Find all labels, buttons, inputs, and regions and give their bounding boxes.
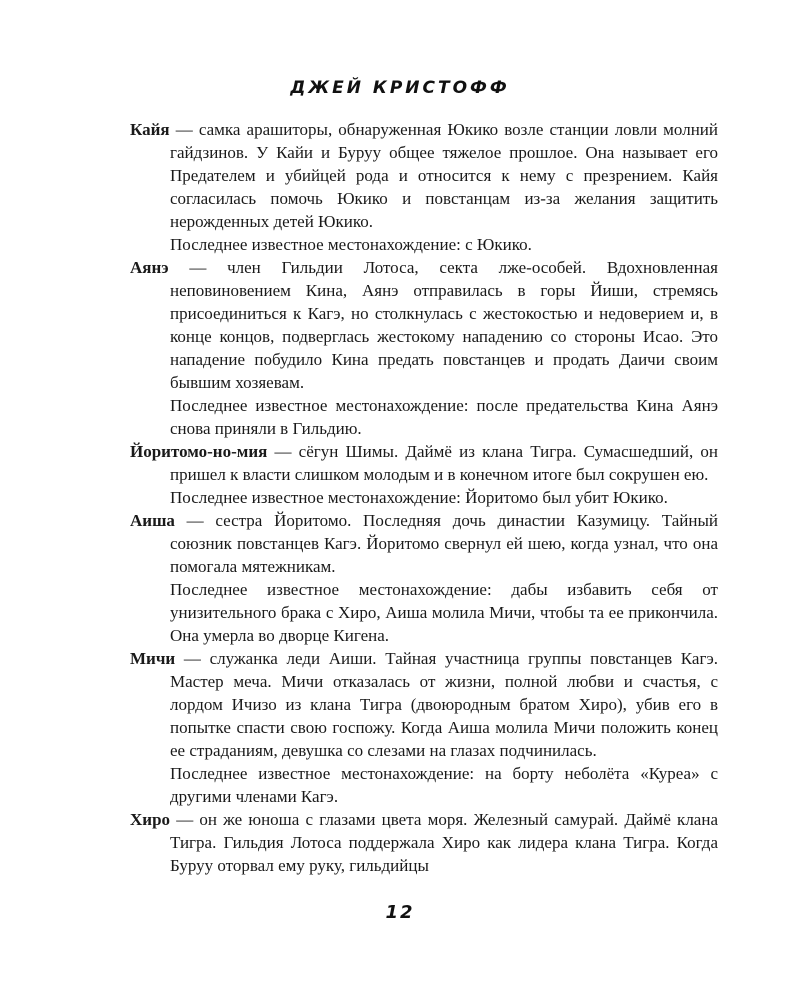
entry-term: Кайя (130, 120, 170, 139)
glossary-entry (130, 647, 718, 808)
entry-location: Последнее известное местонахождение: после предательства Кина Аянэ снова приняли в Гильдию. (170, 396, 718, 438)
entry-description: — сёгун Шимы. Даймё из клана Тигра. Сумасшедший, он пришел к власти слишком молодым и в конечном итоге был сокрушен ею. (170, 442, 718, 484)
glossary-entry (130, 440, 718, 509)
entry-term: Хиро (130, 810, 171, 829)
entry-location: Последнее известное местонахождение: дабы избавить себя от унизительного брака с Хиро, Аиша молила Мичи, чтобы та ее прикончила. Она умерла во дворце Кигена. (170, 580, 718, 645)
entry-location: Последнее известное местонахождение: Йоритомо был убит Юкико. (170, 488, 668, 507)
glossary-entry (130, 256, 718, 440)
running-head-author: ДЖЕЙ КРИСТОФФ (290, 78, 510, 98)
entry-term: Аиша (130, 511, 175, 530)
page-number: 12 (385, 902, 415, 923)
entry-term: Мичи (130, 649, 176, 668)
entry-term: Аянэ (130, 258, 169, 277)
entry-description: — член Гильдии Лотоса, секта лже-особей. Вдохновленная неповиновением Кина, Аянэ отправилась в горы Йиши, стремясь присоединиться к Кагэ, но столкнулась с жестокостью и недоверием и, в конце концов, подверглась жестокому нападению со стороны Исао. Это нападение побудило Кина предать повстанцев и продать Даичи своим бывшим хозяевам. (168, 258, 718, 392)
entry-location: Последнее известное местонахождение: на борту неболёта «Куреа» с другими членами Кагэ. (170, 764, 718, 806)
glossary-entry (130, 509, 718, 647)
glossary-entry (130, 808, 718, 877)
entry-term: Йоритомо-но-мия (130, 442, 268, 461)
entry-location: Последнее известное местонахождение: с Юкико. (170, 235, 532, 254)
entry-description: — он же юноша с глазами цвета моря. Железный самурай. Даймё клана Тигра. Гильдия Лотоса поддержала Хиро как лидера клана Тигра. Когда Буруу оторвал ему руку, гильдийцы (170, 810, 718, 875)
entry-description: — самка арашиторы, обнаруженная Юкико возле станции ловли молний гайдзинов. У Кайи и Буруу общее тяжелое прошлое. Она называет его Предателем и убийцей рода и относится к нему с презрением. Кайя согласилась помочь Юкико и повстанцам из-за желания защитить нерожденных детей Юкико. (169, 120, 718, 231)
entry-description: — сестра Йоритомо. Последняя дочь династии Казумицу. Тайный союзник повстанцев Кагэ. Йоритомо свернул ей шею, когда узнал, что она помогала мятежникам. (170, 511, 718, 576)
entry-description: — служанка леди Аиши. Тайная участница группы повстанцев Кагэ. Мастер меча. Мичи отказалась от жизни, полной любви и счастья, с лордом Ичизо из клана Тигра (двоюродным братом Хиро), убив его в попытке спасти свою госпожу. Когда Аиша молила Мичи положить конец ее страданиям, девушка со слезами на глазах подчинилась. (170, 649, 718, 760)
glossary-entry (130, 118, 718, 256)
glossary-text (130, 118, 718, 877)
